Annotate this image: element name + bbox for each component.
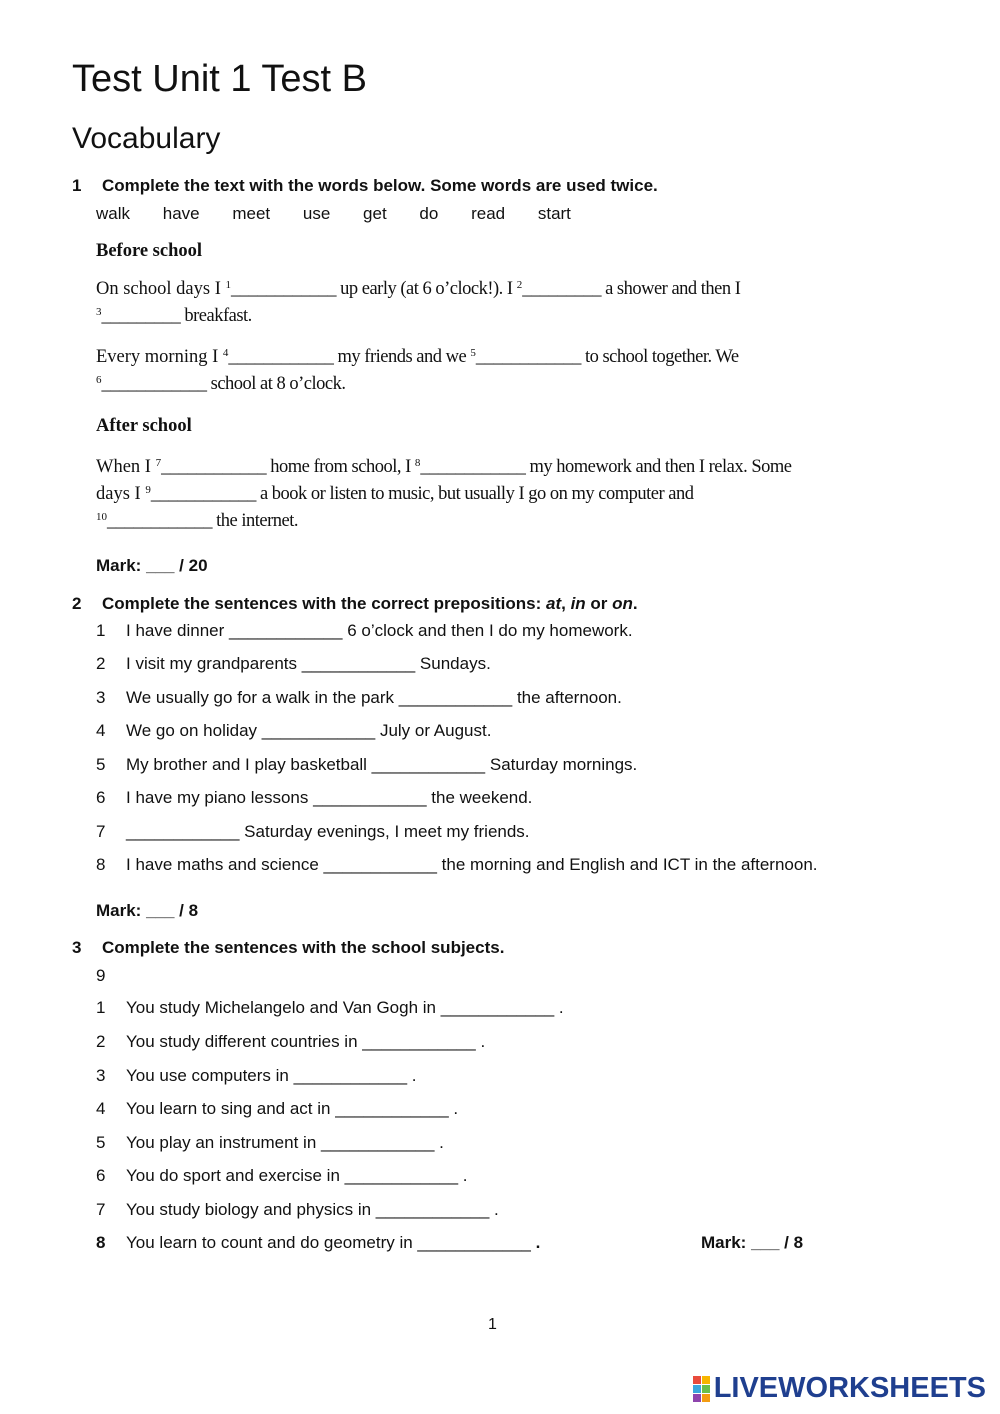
mark-label: Mark:: [701, 1233, 747, 1252]
word-bank-item: use: [302, 204, 331, 223]
item-text[interactable]: You play an instrument in ____________ .: [126, 1133, 444, 1152]
option-in: in: [570, 594, 586, 613]
item-text[interactable]: You learn to sing and act in ____________ .: [126, 1099, 459, 1118]
gap-number: 3: [96, 306, 102, 318]
text-run[interactable]: ____________ to school together. We: [475, 347, 739, 367]
separator: .: [632, 594, 638, 613]
item-text[interactable]: We go on holiday ____________ July or August.: [126, 721, 492, 740]
item-number: 8: [96, 855, 106, 874]
item-number: 6: [96, 1166, 106, 1185]
question-instruction: Complete the text with the words below. Some words are used twice.: [102, 176, 658, 195]
text-run: days I: [96, 484, 146, 504]
instruction-text: Complete the sentences with the correct prepositions:: [102, 594, 546, 613]
text-run: On school days I: [96, 279, 226, 299]
item-text[interactable]: You do sport and exercise in ____________ .: [126, 1166, 468, 1185]
item-number: 7: [96, 1200, 106, 1219]
section-heading-vocabulary: Vocabulary: [72, 122, 221, 155]
item-number: 8: [96, 1233, 106, 1252]
subheading-before-school: Before school: [96, 241, 203, 261]
word-bank-item: read: [471, 204, 506, 223]
gap-number: 5: [470, 347, 476, 359]
paragraph-2: [96, 344, 916, 398]
text-run: Every morning I: [96, 347, 223, 367]
word-bank-item: start: [537, 204, 571, 223]
subheading-after-school: After school: [96, 416, 192, 436]
separator: ,: [561, 594, 571, 613]
item-text[interactable]: I have my piano lessons ____________ the weekend.: [126, 788, 533, 807]
item-number: 1: [96, 621, 106, 640]
item-sentence[interactable]: You learn to count and do geometry in ____________: [126, 1233, 536, 1252]
liveworksheets-logo[interactable]: [693, 1372, 986, 1405]
item-number: 5: [96, 755, 106, 774]
question-instruction: Complete the sentences with the school subjects.: [102, 938, 505, 957]
word-bank: [96, 203, 599, 225]
question-number: 3: [72, 938, 82, 957]
text-run[interactable]: _________ breakfast.: [101, 306, 252, 326]
text-run[interactable]: ____________ a book or listen to music, but usually I go on my computer and: [150, 484, 694, 504]
question-number: 2: [72, 594, 82, 613]
item-text[interactable]: I have dinner ____________ 6 o’clock and then I do my homework.: [126, 621, 633, 640]
mark-value[interactable]: ___ / 8: [751, 1233, 804, 1252]
item-number: 6: [96, 788, 106, 807]
item-text[interactable]: You use computers in ____________ .: [126, 1066, 417, 1085]
item-dot: .: [535, 1233, 541, 1252]
item-number: 2: [96, 1032, 106, 1051]
item-number: 3: [96, 1066, 106, 1085]
page-title: Test Unit 1 Test B: [72, 58, 367, 100]
text-run[interactable]: ____________ school at 8 o’clock.: [101, 374, 346, 394]
text-run[interactable]: ____________ up early (at 6 o’clock!). I: [230, 279, 517, 299]
item-number: 5: [96, 1133, 106, 1152]
gap-number: 8: [414, 457, 421, 469]
logo-blocks-icon: [693, 1376, 710, 1402]
page-number: 1: [488, 1316, 497, 1333]
gap-number: 2: [516, 279, 523, 291]
text-run[interactable]: _________ a shower and then I: [522, 279, 741, 299]
gap-number: 4: [222, 347, 229, 359]
paragraph-3: [96, 454, 916, 535]
mark-section-2: [96, 900, 198, 922]
word-bank-item: do: [419, 204, 439, 223]
item-text[interactable]: My brother and I play basketball ____________ Saturday mornings.: [126, 755, 638, 774]
gap-number: 9: [145, 484, 151, 496]
option-at: at: [545, 594, 562, 613]
paragraph-1: [96, 276, 916, 330]
gap-number: 10: [96, 511, 107, 523]
text-run[interactable]: ____________ the internet.: [107, 511, 298, 531]
mark-section-3: [701, 1232, 803, 1254]
question-number: 1: [72, 176, 82, 195]
text-run: When I: [96, 457, 156, 477]
text-run[interactable]: ____________ home from school, I: [161, 457, 415, 477]
item-text[interactable]: ____________ Saturday evenings, I meet my friends.: [126, 822, 530, 841]
word-bank-item: have: [162, 204, 200, 223]
mark-section-1: [96, 555, 208, 577]
mark-label: Mark:: [96, 901, 142, 920]
mark-value[interactable]: ___ / 8: [146, 901, 199, 920]
item-text[interactable]: You study biology and physics in ____________ .: [126, 1200, 499, 1219]
gap-number: 1: [225, 279, 231, 291]
stray-number: 9: [96, 966, 106, 985]
item-text[interactable]: [126, 1232, 540, 1254]
text-run[interactable]: ____________ my homework and then I relax. Some: [420, 457, 792, 477]
word-bank-item: walk: [96, 204, 131, 223]
item-text[interactable]: I have maths and science ____________ the morning and English and ICT in the afternoon.: [126, 855, 818, 874]
separator: or: [585, 594, 613, 613]
gap-number: 6: [96, 374, 102, 386]
option-on: on: [612, 594, 633, 613]
item-text[interactable]: You study different countries in ____________ .: [126, 1032, 486, 1051]
gap-number: 7: [155, 457, 162, 469]
logo-text: LIVEWORKSHEETS: [713, 1372, 986, 1404]
item-text[interactable]: We usually go for a walk in the park ____________ the afternoon.: [126, 688, 622, 707]
question-instruction: [102, 593, 638, 615]
text-run[interactable]: ____________ my friends and we: [228, 347, 471, 367]
item-number: 1: [96, 998, 106, 1017]
item-number: 3: [96, 688, 106, 707]
word-bank-item: get: [363, 204, 387, 223]
item-number: 4: [96, 1099, 106, 1118]
word-bank-item: meet: [232, 204, 271, 223]
item-text[interactable]: You study Michelangelo and Van Gogh in ____________ .: [126, 998, 564, 1017]
item-number: 7: [96, 822, 106, 841]
item-number: 4: [96, 721, 106, 740]
mark-label: Mark:: [96, 556, 142, 575]
item-text[interactable]: I visit my grandparents ____________ Sundays.: [126, 654, 491, 673]
mark-value[interactable]: ___ / 20: [146, 556, 208, 575]
item-number: 2: [96, 654, 106, 673]
